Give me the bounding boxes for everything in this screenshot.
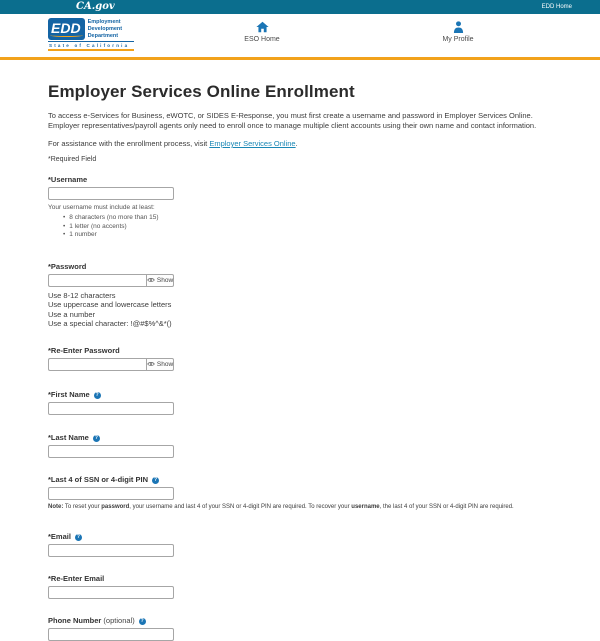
phone-optional-text: (optional) (101, 615, 135, 625)
reenter-password-input-row (48, 358, 174, 371)
last-name-label-text: *Last Name (48, 432, 89, 442)
ssn-pin-label-text: *Last 4 of SSN or 4-digit PIN (48, 474, 149, 484)
edd-word-department: Department (87, 32, 119, 39)
ssn-pin-label (48, 475, 560, 484)
last-name-label (48, 433, 560, 442)
note-bold: username (351, 503, 380, 510)
phone-label-text: Phone Number (48, 615, 102, 625)
password-rule: Use a special character: !@#$%^&*() (48, 319, 172, 328)
ca-gov-logo[interactable]: CA.gov (76, 1, 115, 12)
first-name-input[interactable] (48, 402, 174, 415)
reenter-password-label: *Re-Enter Password (48, 345, 120, 355)
employer-services-online-link[interactable]: Employer Services Online (209, 139, 296, 148)
username-input[interactable] (48, 187, 174, 200)
help-icon[interactable]: ? (94, 434, 98, 441)
reenter-password-show-label: Show (156, 360, 174, 368)
phone-input[interactable] (48, 628, 174, 641)
phone-group (48, 616, 560, 641)
last-name-group (48, 433, 560, 458)
username-rules-list (48, 214, 560, 240)
note-text: To reset your (63, 503, 102, 510)
assistance-paragraph (48, 139, 560, 148)
password-input[interactable] (48, 274, 146, 287)
ssn-pin-group (48, 475, 560, 510)
first-name-label-text: *First Name (48, 389, 90, 399)
username-hint: Your username must include at least: (48, 204, 155, 211)
note-bold: password (101, 503, 130, 510)
required-field-note: *Required Field (48, 156, 97, 163)
page-title: Employer Services Online Enrollment (48, 82, 355, 101)
username-rule-item: • 1 letter (no accents) (63, 223, 560, 232)
reenter-email-group (48, 574, 560, 599)
email-input[interactable] (48, 544, 174, 557)
intro-paragraph: To access e-Services for Business, eWOTC, or SIDES E-Response, you must first create a username and password in Employer Services Online. Employer representatives/payroll agents only need to enroll once to manage multiple client accounts using their own name and contact information. (48, 111, 537, 130)
edd-logo[interactable] (48, 18, 134, 51)
note-text: , your username and last 4 of your SSN or 4-digit PIN are required. To recover your (129, 503, 352, 510)
edd-logo-mark (48, 18, 85, 40)
edd-home-link[interactable]: EDD Home (541, 4, 572, 10)
ssn-pin-note (48, 504, 560, 510)
help-icon[interactable]: ? (76, 533, 80, 540)
person-icon (423, 20, 493, 33)
password-show-button[interactable] (146, 274, 174, 287)
note-bold: Note: (48, 503, 64, 510)
reenter-email-label: *Re-Enter Email (48, 573, 105, 583)
password-group (48, 262, 560, 329)
edd-logo-tagline: State of California (48, 41, 134, 51)
edd-word-employment: Employment (87, 18, 121, 25)
password-show-label: Show (156, 276, 174, 284)
password-input-row (48, 274, 174, 287)
username-group (48, 175, 560, 240)
eye-icon (147, 361, 155, 367)
ssn-pin-input[interactable] (48, 487, 174, 500)
nav-my-profile[interactable] (423, 20, 493, 43)
edd-acronym: EDD (51, 20, 81, 36)
top-utility-bar (0, 0, 600, 14)
edd-logo-words (88, 18, 123, 40)
password-label: *Password (48, 261, 87, 271)
edd-logo-row (48, 18, 134, 40)
help-icon[interactable]: ? (95, 391, 99, 398)
edd-logo-swoosh (50, 35, 83, 37)
reenter-email-input[interactable] (48, 586, 174, 599)
nav-eso-home[interactable] (227, 20, 297, 43)
help-icon[interactable]: ? (153, 476, 158, 483)
email-label-text: *Email (48, 531, 71, 541)
reenter-password-group (48, 346, 560, 371)
reenter-password-show-button[interactable] (146, 358, 174, 371)
reenter-password-input[interactable] (48, 358, 146, 371)
password-rules (48, 291, 560, 329)
assistance-prefix: For assistance with the enrollment process, visit (48, 139, 210, 148)
phone-label (48, 616, 560, 625)
eye-icon (147, 277, 155, 283)
password-rule: Use uppercase and lowercase letters (48, 300, 172, 309)
first-name-group (48, 390, 560, 415)
username-rule-item: • 1 number (63, 231, 560, 240)
site-header (0, 14, 600, 57)
email-label (48, 532, 560, 541)
last-name-input[interactable] (48, 445, 174, 458)
username-rule-item: • 8 characters (no more than 15) (63, 214, 560, 223)
first-name-label (48, 390, 560, 399)
home-icon (227, 20, 297, 33)
main-content (0, 60, 600, 641)
help-icon[interactable]: ? (140, 617, 144, 624)
edd-word-development: Development (87, 25, 123, 32)
note-text: , the last 4 of your SSN or 4-digit PIN are required. (379, 503, 514, 510)
password-rule: Use a number (48, 309, 96, 319)
nav-eso-home-label: ESO Home (244, 36, 280, 43)
assistance-suffix: . (295, 139, 298, 148)
nav-my-profile-label: My Profile (442, 36, 474, 43)
username-label: *Username (48, 175, 88, 184)
password-rule: Use 8-12 characters (48, 290, 116, 300)
email-group (48, 532, 560, 557)
